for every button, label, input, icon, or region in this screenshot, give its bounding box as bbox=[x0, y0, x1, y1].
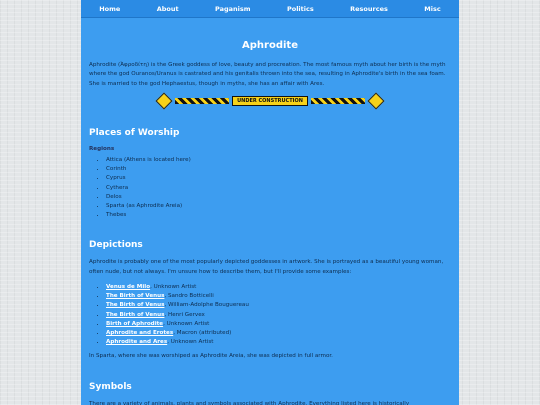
top-navigation bbox=[81, 0, 459, 18]
artwork-link[interactable]: The Birth of Venus bbox=[106, 302, 165, 309]
list-item: • Cyprus bbox=[106, 174, 451, 183]
artwork-artist: Macron (attributed) bbox=[176, 329, 232, 336]
intro-paragraph: Aphrodite (Ἀφροδίτη) is the Greek goddess of love, beauty and procreation. The most famous myth about her birth is the myth where the god Ouranos/Uranus is castrated and his genitalis thrown into the sea, resulting in Aphrodite's birth in the sea foam. She is married to the god Hephaestus, though in myths, she has an affair with Ares. bbox=[89, 62, 446, 87]
places-of-worship-heading: Places of Worship bbox=[89, 127, 180, 138]
nav-misc[interactable]: Misc bbox=[424, 4, 441, 13]
list-item: • Corinth bbox=[106, 165, 451, 174]
warning-sign-icon bbox=[368, 93, 385, 110]
list-item: • The Birth of Venus, Henri Gervex bbox=[106, 311, 451, 320]
list-item: • Aphrodite and Ares, Unknown Artist bbox=[106, 338, 451, 347]
list-item: • Attica (Athens is located here) bbox=[106, 156, 451, 165]
list-item: • Aphrodite and Erotes, Macron (attributed) bbox=[106, 329, 451, 338]
symbols-intro: There are a variety of animals, plants and symbols associated with Aphrodite. Everything listed here is historically bbox=[89, 400, 410, 405]
artworks-list bbox=[89, 283, 451, 347]
list-item: • Delos bbox=[106, 193, 451, 202]
depictions-intro: Aphrodite is probably one of the most popularly depicted goddesses in artwork. She is portrayed as a beautiful young woman, often nude, but not always. I'm unsure how to describe them, but I'll provide some examples: bbox=[89, 259, 444, 275]
main-content bbox=[81, 40, 459, 405]
regions-subheading: Regions bbox=[89, 145, 115, 152]
list-item: • Sparta (as Aphrodite Areia) bbox=[106, 202, 451, 211]
list-item: • Cythera bbox=[106, 184, 451, 193]
symbols-heading: Symbols bbox=[89, 381, 132, 392]
list-item: • Birth of Aphrodite, Unknown Artist bbox=[106, 320, 451, 329]
caution-tape-icon bbox=[311, 98, 365, 104]
list-item: • Thebes bbox=[106, 211, 451, 220]
nav-politics[interactable]: Politics bbox=[286, 4, 314, 13]
under-construction-label: UNDER CONSTRUCTION bbox=[232, 96, 308, 106]
caution-tape-icon bbox=[175, 98, 229, 104]
nav-about[interactable]: About bbox=[156, 4, 179, 13]
nav-home[interactable]: Home bbox=[99, 4, 121, 13]
warning-sign-icon bbox=[156, 93, 173, 110]
artwork-link[interactable]: Aphrodite and Ares bbox=[106, 339, 168, 346]
under-construction-banner bbox=[156, 95, 384, 108]
page-title: Aphrodite bbox=[242, 40, 298, 51]
artwork-artist: Unknown Artist bbox=[153, 283, 197, 290]
artwork-link[interactable]: Venus de Milo bbox=[106, 283, 151, 290]
artwork-artist: Unknown Artist bbox=[170, 339, 214, 346]
nav-resources[interactable]: Resources bbox=[350, 4, 388, 13]
artwork-artist: William-Adolphe Bouguereau bbox=[167, 302, 249, 309]
page-container bbox=[81, 0, 459, 405]
list-item: • Venus de Milo, Unknown Artist bbox=[106, 283, 451, 292]
list-item: • The Birth of Venus, Sandro Botticelli bbox=[106, 292, 451, 301]
depictions-heading: Depictions bbox=[89, 240, 143, 251]
nav-paganism[interactable]: Paganism bbox=[215, 4, 251, 13]
artwork-link[interactable]: The Birth of Venus bbox=[106, 311, 165, 318]
list-item: • The Birth of Venus, William-Adolphe Bouguereau bbox=[106, 301, 451, 310]
artwork-artist: Unknown Artist bbox=[166, 320, 210, 327]
sparta-note: In Sparta, where she was worshiped as Aphrodite Areia, she was depicted in full armor. bbox=[89, 353, 333, 360]
artwork-artist: Henri Gervex bbox=[167, 311, 205, 318]
artwork-link[interactable]: The Birth of Venus bbox=[106, 293, 165, 300]
regions-list bbox=[89, 156, 451, 220]
artwork-artist: Sandro Botticelli bbox=[167, 293, 214, 300]
artwork-link[interactable]: Birth of Aphrodite bbox=[106, 320, 164, 327]
artwork-link[interactable]: Aphrodite and Erotes bbox=[106, 329, 174, 336]
